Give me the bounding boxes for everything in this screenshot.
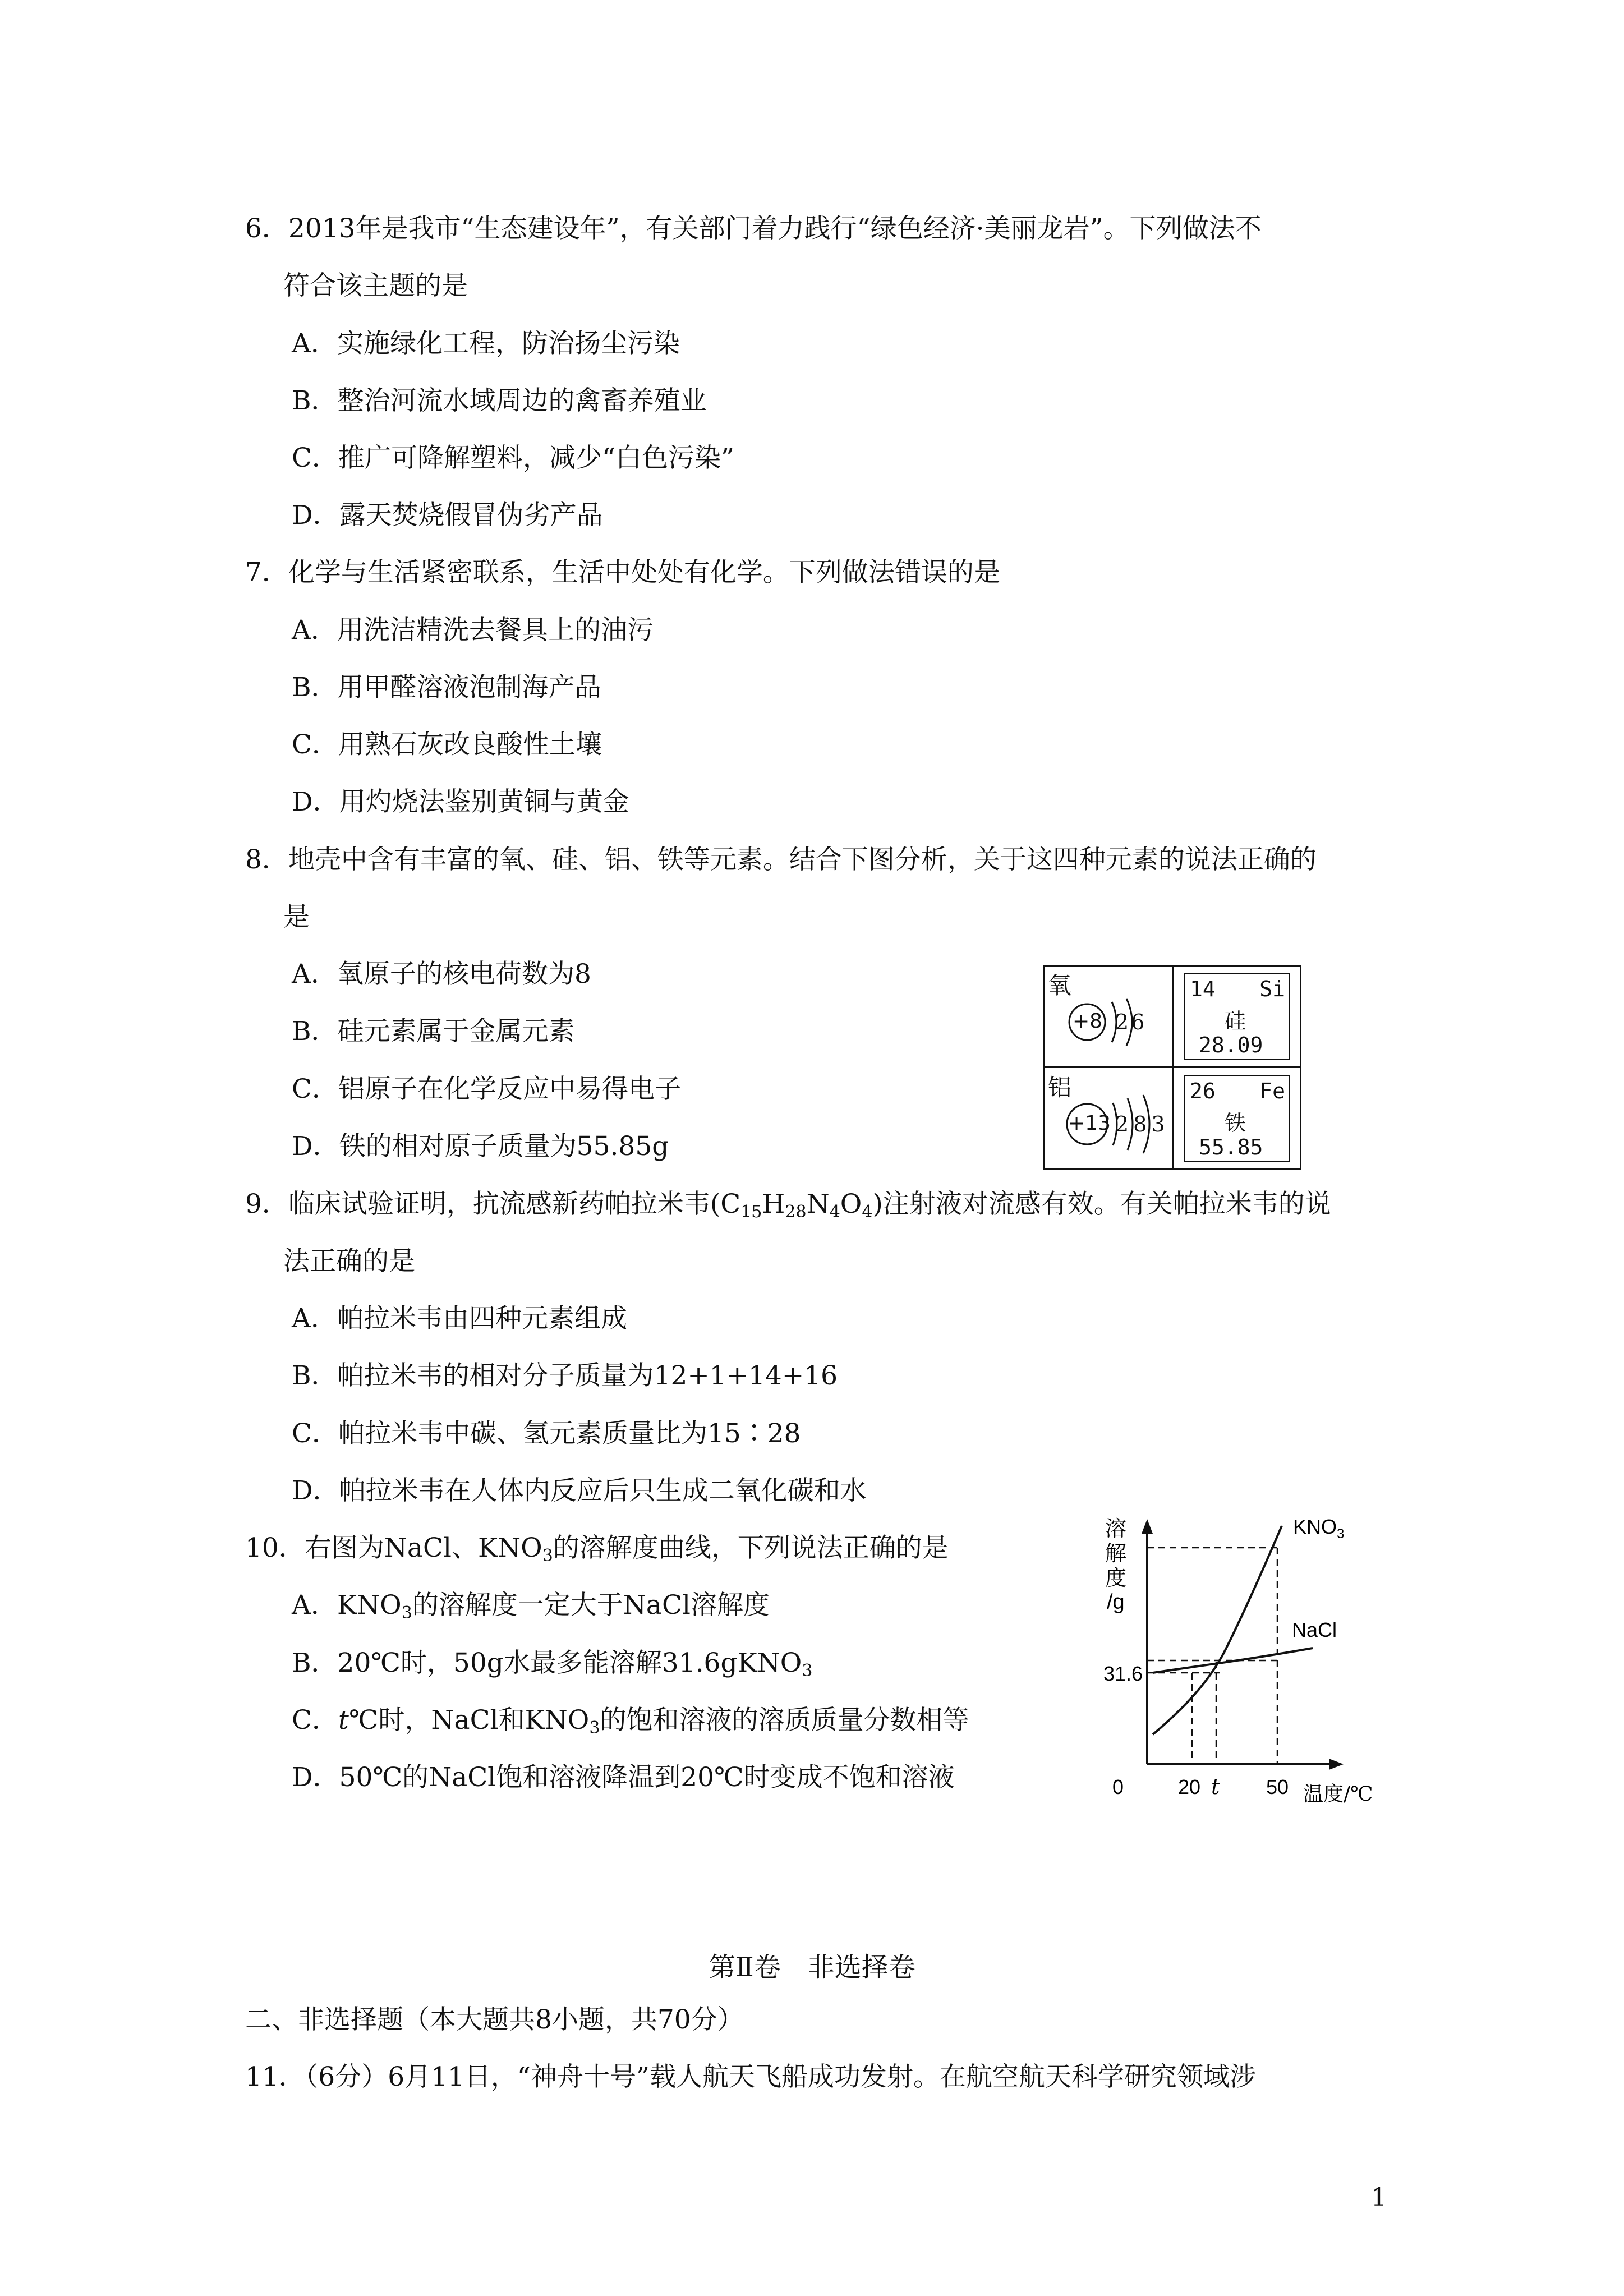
xlabel: 温度/℃ (1303, 1783, 1373, 1806)
iron-name: 铁 (1225, 1111, 1246, 1135)
iron-number: 26 (1190, 1079, 1216, 1103)
ylabel-line-4: /g (1107, 1590, 1125, 1614)
iron-tile (1184, 1075, 1290, 1162)
q9-option-d: D．帕拉米韦在人体内反应后只生成二氧化碳和水 (292, 1475, 867, 1506)
silicon-number: 14 (1190, 977, 1216, 1001)
oxygen-nucleus: +8 (1073, 1010, 1103, 1033)
q8-option-d: D．铁的相对原子质量为55.85g (292, 1131, 669, 1162)
ylabel-line-3: 度 (1105, 1566, 1127, 1590)
oxygen-label: 氧 (1048, 972, 1072, 999)
q6-option-b: B．整治河流水域周边的禽畜养殖业 (292, 385, 707, 416)
silicon-tile (1184, 973, 1290, 1060)
silicon-symbol: Si (1259, 977, 1285, 1001)
aluminum-shells: 2 8 3 (1115, 1112, 1164, 1137)
x-tick-20: 20 (1178, 1775, 1201, 1798)
x-tick-t: t (1211, 1774, 1220, 1799)
q9-option-b: B．帕拉米韦的相对分子质量为12+1+14+16 (292, 1360, 838, 1391)
q9-option-a: A．帕拉米韦由四种元素组成 (292, 1303, 627, 1334)
silicon-mass: 28.09 (1199, 1033, 1263, 1057)
series-label-kno3: $KNO_3$ (1293, 1515, 1345, 1542)
q7-option-d: D．用灼烧法鉴别黄铜与黄金 (292, 786, 629, 817)
ylabel-line-2: 解 (1105, 1541, 1127, 1566)
solubility-chart (1097, 1515, 1400, 1809)
q10-line1: 10．右图为NaCl、$KNO_3$的溶解度曲线，下列说法正确的是 (245, 1533, 949, 1566)
element-figure (1043, 965, 1301, 1170)
y-axis-arrow (1142, 1519, 1153, 1534)
q6-option-c: C．推广可降解塑料，减少“白色污染” (292, 443, 735, 473)
q11-line1: 11．（6分）6月11日，“神舟十号”载人航天飞船成功发射。在航空航天科学研究领域涉 (245, 2062, 1256, 2092)
x-axis-arrow (1329, 1759, 1344, 1770)
curve-nacl (1153, 1648, 1313, 1673)
q10-option-b: B．20℃时，50g水最多能溶解31.6gKNO$_3$ (292, 1648, 813, 1681)
oxygen-shells: 2 6 (1115, 1010, 1143, 1034)
q8-option-b: B．硅元素属于金属元素 (292, 1016, 575, 1047)
q9-option-c: C．帕拉米韦中碳、氢元素质量比为15∶28 (292, 1418, 801, 1449)
q7-option-c: C．用熟石灰改良酸性土壤 (292, 729, 602, 760)
x-tick-50: 50 (1266, 1775, 1289, 1798)
x-tick-0: 0 (1112, 1775, 1124, 1798)
q7-line1: 7．化学与生活紧密联系，生活中处处有化学。下列做法错误的是 (245, 557, 1000, 588)
aluminum-nucleus: +13 (1068, 1112, 1111, 1135)
y-tick-31-6: 31.6 (1103, 1662, 1143, 1685)
q6-line2: 符合该主题的是 (283, 270, 468, 301)
q8-option-c: C．铝原子在化学反应中易得电子 (292, 1074, 681, 1105)
q10-option-d: D．50℃的NaCl饱和溶液降温到20℃时变成不饱和溶液 (292, 1762, 955, 1793)
q7-option-b: B．用甲醛溶液泡制海产品 (292, 672, 601, 703)
q9-line1: 9．临床试验证明，抗流感新药帕拉米韦$(C_{15}H_{28}N_4O_4)$注射液对流感有效。有关帕拉米韦的说 (245, 1189, 1331, 1222)
page-number: 1 (1371, 2183, 1387, 2212)
section-title: 第Ⅱ卷 非选择卷 (709, 1952, 915, 1983)
q10-option-a: A．$KNO_3$的溶解度一定大于NaCl溶解度 (292, 1590, 770, 1623)
series-label-nacl: NaCl (1292, 1618, 1337, 1641)
q8-line1: 8．地壳中含有丰富的氧、硅、铝、铁等元素。结合下图分析，关于这四种元素的说法正确的 (245, 844, 1317, 875)
q9-line2: 法正确的是 (283, 1246, 415, 1277)
aluminum-label: 铝 (1048, 1074, 1072, 1101)
ylabel-line-1: 溶 (1105, 1516, 1127, 1541)
iron-symbol: Fe (1259, 1079, 1285, 1103)
q8-line2: 是 (283, 901, 310, 932)
q6-option-a: A．实施绿化工程，防治扬尘污染 (292, 328, 680, 359)
section-heading: 二、非选择题（本大题共8小题，共70分） (245, 2004, 744, 2035)
q6-line1: 6．2013年是我市“生态建设年”，有关部门着力践行“绿色经济·美丽龙岩”。下列做法不 (245, 213, 1262, 244)
silicon-name: 硅 (1225, 1009, 1246, 1033)
q6-option-d: D．露天焚烧假冒伪劣产品 (292, 500, 603, 531)
iron-mass: 55.85 (1199, 1135, 1263, 1159)
q8-option-a: A．氧原子的核电荷数为8 (292, 959, 591, 990)
q7-option-a: A．用洗洁精洗去餐具上的油污 (292, 615, 654, 646)
q10-option-c: C．t℃时，NaCl和$KNO_3$的饱和溶液的溶质质量分数相等 (292, 1705, 969, 1738)
curve-kno3 (1153, 1526, 1282, 1734)
